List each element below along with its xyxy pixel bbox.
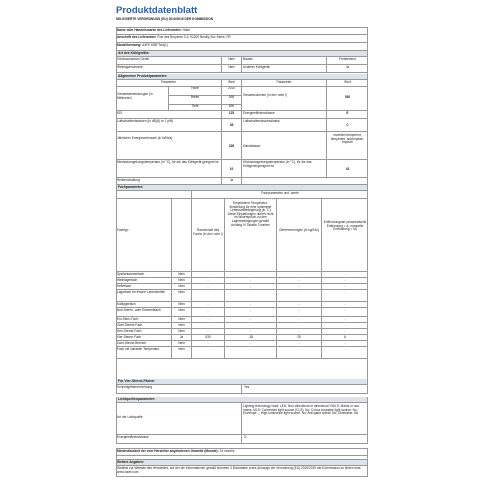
dimensions-row: Gesamtabmessungen (in Millimeter) Höhe Breite Tiefe 2010 595 690 Gesamtvolumen (in dm³ oder l) 530 bbox=[116, 87, 368, 111]
compartment-present: Nein bbox=[171, 341, 191, 346]
winter-row: Winterschaltung Ja bbox=[116, 178, 368, 185]
device-row-2: Weinlagerschrank: Nein Anderes Kühlgerät: Ja bbox=[116, 65, 368, 73]
compartment-defrost: - bbox=[321, 272, 368, 277]
compartment-freeze: - bbox=[276, 284, 321, 289]
product-datasheet bbox=[116, 0, 372, 488]
compartment-freeze: - bbox=[276, 347, 321, 358]
compartment-type: Kellerfach bbox=[117, 284, 132, 288]
compartment-temp: - bbox=[224, 302, 276, 307]
compartment-type: Kaltlagerfach bbox=[117, 302, 136, 306]
annual-energy: 328 bbox=[221, 132, 241, 159]
compartment-freeze: - bbox=[276, 278, 321, 283]
compartment-vol: - bbox=[191, 290, 224, 301]
eei-row: EEI 125 Energieeffizienzklasse E bbox=[116, 111, 368, 119]
compartment-temp: - bbox=[224, 329, 276, 334]
compartment-type: Fach mit variabler Temperatur bbox=[117, 347, 160, 351]
compartment-row bbox=[116, 308, 368, 317]
temperature-row: Mindestumgebungstemperatur (in °C), für die das Kühlgerät geeignet ist 10 Höchstumgebungstemperatur (in °C), für die das Kühlgerät geeignet ist 43 bbox=[116, 160, 368, 178]
supplier-address: Rue des Bruyères 3-5, 92200 Neuilly-Sur-Seine, FR bbox=[157, 35, 231, 39]
supplier-name-row: Name oder Handelsmarke des Lieferanten: Haier bbox=[116, 27, 368, 35]
compartment-freeze: - bbox=[276, 302, 321, 307]
section-general: Allgemeine Produktparameter: bbox=[116, 74, 368, 80]
compartment-type: Zwei-Sterne-Bereich bbox=[117, 341, 147, 345]
compartment-present: Nein bbox=[171, 323, 191, 328]
section-four-star: Für Vier-Sterne-Fächer bbox=[116, 379, 368, 385]
compartment-defrost: A bbox=[321, 335, 368, 340]
compartment-vol: - bbox=[191, 302, 224, 307]
compartment-present: Ja bbox=[171, 335, 191, 340]
compartment-defrost: - bbox=[321, 347, 368, 358]
compartment-defrost: - bbox=[321, 284, 368, 289]
compartment-present: Nein bbox=[171, 278, 191, 283]
compartment-freeze: - bbox=[276, 323, 321, 328]
compartment-row bbox=[116, 347, 368, 359]
compartment-freeze: - bbox=[276, 329, 321, 334]
warranty-row: Mindestlaufzeit der vom Hersteller angebotenen Garantie (Monate): 24 months bbox=[116, 448, 368, 456]
compartment-freeze: 25 bbox=[276, 335, 321, 340]
section-compartments: Fachparameter: bbox=[116, 185, 368, 191]
compartment-present: Nein bbox=[171, 308, 191, 316]
compartment-temp: - bbox=[224, 278, 276, 283]
compartment-temp: -18 bbox=[224, 335, 276, 340]
compartment-present: Nein bbox=[171, 290, 191, 301]
section-light: Lichtquellenparameter: bbox=[116, 397, 368, 403]
compartment-present: Nein bbox=[171, 347, 191, 358]
compartment-type: Lagerfach für frische Lebensmittel bbox=[117, 290, 166, 294]
energy-row: Jährlicher Energieverbrauch (in kWh/a) 328 Klimaklasse: erweitert temperiert, temperiert, subtropisch, tropisch bbox=[116, 132, 368, 160]
light-class-row: Energieeffizienzklasse G bbox=[116, 435, 368, 444]
compartment-present: Nein bbox=[171, 329, 191, 334]
compartment-freeze: - bbox=[276, 290, 321, 301]
light-type-row: Art der Lichtquelle Lighting technology used: LED; Non-directional or directional: NDLS; Mains or non-mains: MLS; Connected light source (CLS): No; Colour-tuneable light source: No; Envelope: -; High luminance light source: No; Anti-glare shield: No; Dimmable: No bbox=[116, 403, 368, 435]
compartment-type: Ein-Stern-Fach bbox=[117, 317, 139, 321]
compartment-type: Speisekammerfach bbox=[117, 272, 145, 276]
compartment-vol: - bbox=[191, 341, 224, 346]
compartment-defrost: - bbox=[321, 323, 368, 328]
compartments-header-row: Fachtyp Rauminhalt des Fachs (in dm³ oder l) Empfohlene Temperatureinstellung für eine optimierte Lebensmittellagerung (in °C) Diese Einstellungen dürfen nicht im Widerspruch zu den Lagerbedingungen gemäß Anhang IV Tabelle 3 stehen Gefriervermögen (in kg/24h) Entfrostungsart (automatische Entfrostung = A, manuelle Entfrostung = M) bbox=[116, 199, 368, 272]
compartment-present: Nein bbox=[171, 302, 191, 307]
compartment-temp: - bbox=[224, 317, 276, 322]
section-device-type: Art des Kühlgeräts: bbox=[116, 51, 368, 57]
compartment-vol: - bbox=[191, 272, 224, 277]
compartment-freeze: - bbox=[276, 272, 321, 277]
compartment-vol: - bbox=[191, 323, 224, 328]
compartment-vol: - bbox=[191, 278, 224, 283]
total-volume: 530 bbox=[326, 87, 368, 110]
compartment-defrost: - bbox=[321, 278, 368, 283]
compartment-freeze: - bbox=[276, 341, 321, 346]
general-header-row: Parameter Wert Parameter Wert bbox=[116, 80, 368, 87]
compartment-type: Vier-Sterne-Fach bbox=[117, 335, 142, 339]
compartment-temp: - bbox=[224, 341, 276, 346]
device-row-1: Geräuscharmes Gerät: Nein Bauart: Freistehend bbox=[116, 57, 368, 65]
quick-freeze-row: Schnellgefriereinrichtung Yes bbox=[116, 385, 368, 394]
compartment-temp: - bbox=[224, 272, 276, 277]
compartment-defrost: - bbox=[321, 290, 368, 301]
compartment-defrost: - bbox=[321, 329, 368, 334]
compartment-vol: - bbox=[191, 347, 224, 358]
compartment-temp: - bbox=[224, 290, 276, 301]
compartment-freeze: - bbox=[276, 308, 321, 316]
compartment-temp: - bbox=[224, 284, 276, 289]
compartment-vol: - bbox=[191, 308, 224, 316]
noise-row: Luftschallemissionen (in dB(A) re 1 pW) 38 Luftschallemissionsklasse C bbox=[116, 119, 368, 132]
compartment-type: Drei-Sterne-Fach bbox=[117, 329, 142, 333]
compartment-vol: - bbox=[191, 329, 224, 334]
compartment-row bbox=[116, 290, 368, 302]
energy-class: E bbox=[326, 111, 368, 118]
compartment-type: Null-Sterne- oder Eisbereitfach bbox=[117, 308, 161, 312]
compartment-defrost: - bbox=[321, 308, 368, 316]
compartment-type: Weinlagerfach bbox=[117, 278, 138, 282]
compartment-vol: - bbox=[191, 317, 224, 322]
model-row: Modellkennung: A3FE 635FTAA(L) bbox=[116, 43, 368, 51]
compartment-defrost: - bbox=[321, 317, 368, 322]
compartment-temp: - bbox=[224, 347, 276, 358]
compartment-type: Zwei-Sterne-Fach bbox=[117, 323, 143, 327]
page-title: Produktdatenblatt bbox=[116, 5, 198, 16]
compartment-vol: - bbox=[191, 284, 224, 289]
supplier-name: Haier bbox=[182, 28, 191, 32]
compartment-temp: - bbox=[224, 308, 276, 316]
compartment-freeze: - bbox=[276, 317, 321, 322]
compartment-present: Nein bbox=[171, 272, 191, 277]
compartment-defrost: - bbox=[321, 302, 368, 307]
compartments-group-row: Fachparameter und -werte bbox=[116, 191, 368, 199]
model-id: A3FE 635FTAA(L) bbox=[142, 43, 169, 47]
extra-label-row: Weitere Angaben: bbox=[116, 459, 368, 466]
regulation-subtitle: DELEGIERTE VERORDNUNG (EU) 2019/2016 DER KOMMISSION bbox=[116, 17, 214, 21]
compartment-present: Nein bbox=[171, 284, 191, 289]
compartment-present: Nein bbox=[171, 317, 191, 322]
compartment-vol: 530 bbox=[191, 335, 224, 340]
compartment-temp: - bbox=[224, 323, 276, 328]
extra-text-row: Weblink zur Website des Herstellers, auf der die Informationen gemäß Nummer 4 Buchstabe a des Anhangs der Verordnung (EU) 2019/2019 der Kommission zu finden sind: www.haier.com bbox=[116, 466, 368, 477]
supplier-address-row: Anschrift des Lieferanten: Rue des Bruyères 3-5, 92200 Neuilly-Sur-Seine, FR bbox=[116, 35, 368, 43]
compartment-defrost: - bbox=[321, 341, 368, 346]
